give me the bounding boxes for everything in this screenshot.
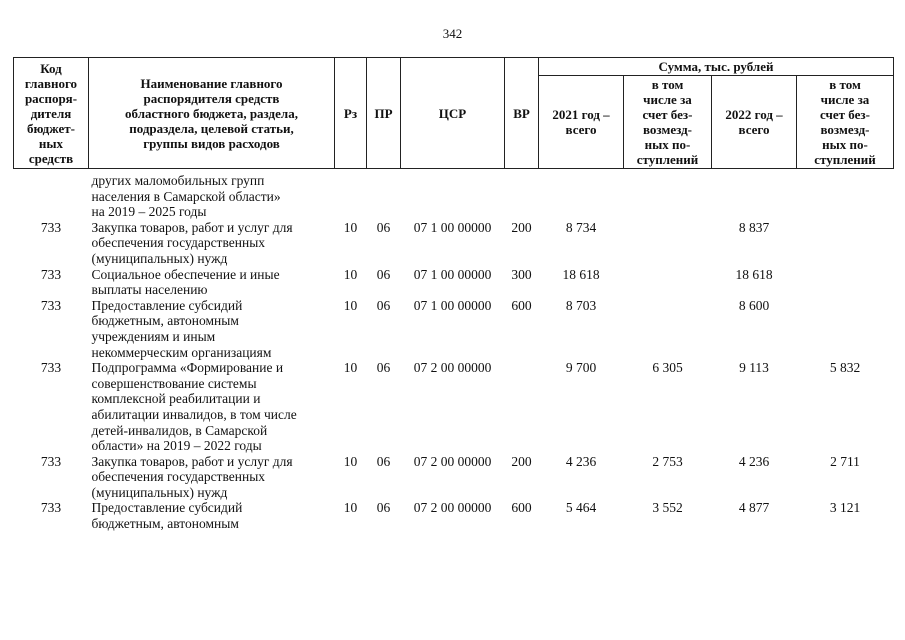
cell-f2022 bbox=[797, 220, 894, 267]
cell-csr bbox=[401, 169, 505, 220]
cell-vr: 600 bbox=[511, 500, 532, 516]
cell-rz: 10 bbox=[343, 219, 358, 235]
cell-code: 733 bbox=[40, 266, 62, 282]
cell-pr: 06 bbox=[376, 453, 391, 469]
cell-s2021: 18 618 bbox=[562, 266, 600, 282]
cell-pr: 06 bbox=[376, 297, 391, 313]
cell-pr bbox=[367, 169, 401, 220]
header-rz: Рз bbox=[335, 58, 367, 169]
cell-pr: 06 bbox=[376, 266, 391, 282]
cell-name: Предоставление субсидий бюджетным, автономным bbox=[91, 500, 243, 532]
cell-code: 733 bbox=[40, 219, 62, 235]
cell-f2022: 3 121 bbox=[829, 500, 861, 516]
header-sum: Сумма, тыс. рублей bbox=[539, 58, 894, 76]
cell-name: Социальное обеспечение и иные выплаты населению bbox=[91, 266, 280, 298]
cell-rz: 10 bbox=[343, 360, 358, 376]
table-row bbox=[14, 267, 894, 298]
cell-vr bbox=[505, 169, 539, 220]
cell-pr: 06 bbox=[376, 500, 391, 516]
table-row bbox=[14, 298, 894, 360]
cell-csr: 07 2 00 00000 bbox=[413, 453, 492, 469]
cell-f2021 bbox=[624, 169, 712, 220]
cell-pr: 06 bbox=[376, 360, 391, 376]
cell-rz bbox=[335, 169, 367, 220]
cell-s2022 bbox=[712, 169, 797, 220]
cell-f2021 bbox=[624, 298, 712, 360]
cell-s2021 bbox=[539, 169, 624, 220]
cell-s2021: 5 464 bbox=[565, 500, 597, 516]
cell-code bbox=[14, 169, 89, 220]
cell-f2021 bbox=[624, 267, 712, 298]
cell-vr: 200 bbox=[511, 219, 532, 235]
header-2021-free: в том числе за счет без- возмезд- ных по- ступлений bbox=[624, 76, 712, 169]
cell-csr: 07 1 00 00000 bbox=[413, 266, 492, 282]
cell-f2022 bbox=[797, 298, 894, 360]
table-body bbox=[14, 169, 894, 532]
header-vr: ВР bbox=[505, 58, 539, 169]
header-name: Наименование главного распорядителя средств областного бюджета, раздела, подраздела, целевой статьи, группы видов расходов bbox=[89, 58, 335, 169]
table-row bbox=[14, 169, 894, 220]
cell-csr: 07 1 00 00000 bbox=[413, 219, 492, 235]
header-pr: ПР bbox=[367, 58, 401, 169]
cell-s2022: 4 236 bbox=[738, 453, 770, 469]
budget-table bbox=[13, 57, 894, 532]
cell-f2022 bbox=[797, 267, 894, 298]
header-code: Код главного распоря- дителя бюджет- ных средств bbox=[14, 58, 89, 169]
cell-rz: 10 bbox=[343, 500, 358, 516]
table-row bbox=[14, 220, 894, 267]
cell-code: 733 bbox=[40, 360, 62, 376]
cell-vr: 600 bbox=[511, 297, 532, 313]
cell-csr: 07 2 00 00000 bbox=[413, 360, 492, 376]
cell-rz: 10 bbox=[343, 297, 358, 313]
cell-s2021: 4 236 bbox=[565, 453, 597, 469]
cell-rz: 10 bbox=[343, 453, 358, 469]
cell-s2021: 8 734 bbox=[565, 219, 597, 235]
cell-f2022: 2 711 bbox=[830, 453, 860, 469]
cell-name: Закупка товаров, работ и услуг для обеспечения государственных (муниципальных) нужд bbox=[91, 219, 293, 266]
cell-f2021 bbox=[624, 220, 712, 267]
cell-f2022: 5 832 bbox=[829, 360, 861, 376]
cell-name: Подпрограмма «Формирование и совершенствование системы комплексной реабилитации и абилитации инвалидов, в том числе детей-инвалидов, в Самарской области» на 2019 – 2022 годы bbox=[91, 360, 297, 454]
cell-rz: 10 bbox=[343, 266, 358, 282]
cell-csr: 07 2 00 00000 bbox=[413, 500, 492, 516]
cell-f2021: 6 305 bbox=[652, 360, 683, 376]
cell-code: 733 bbox=[40, 500, 62, 516]
header-2022-free: в том числе за счет без- возмезд- ных по- ступлений bbox=[797, 76, 894, 169]
cell-name: Закупка товаров, работ и услуг для обеспечения государственных (муниципальных) нужд bbox=[91, 453, 293, 500]
table-row bbox=[14, 454, 894, 501]
cell-f2022 bbox=[797, 169, 894, 220]
cell-s2022: 8 600 bbox=[738, 297, 770, 313]
cell-s2022: 8 837 bbox=[738, 219, 770, 235]
cell-code: 733 bbox=[40, 297, 62, 313]
cell-s2022: 4 877 bbox=[738, 500, 770, 516]
cell-s2021: 8 703 bbox=[565, 297, 597, 313]
cell-name: других маломобильных групп населения в Самарской области» на 2019 – 2025 годы bbox=[91, 173, 281, 220]
table-row bbox=[14, 360, 894, 454]
cell-vr bbox=[505, 360, 539, 454]
cell-csr: 07 1 00 00000 bbox=[413, 297, 492, 313]
cell-vr: 300 bbox=[511, 266, 532, 282]
cell-vr: 200 bbox=[511, 453, 532, 469]
cell-s2021: 9 700 bbox=[565, 360, 597, 376]
header-2021-total: 2021 год – всего bbox=[539, 76, 624, 169]
cell-name: Предоставление субсидий бюджетным, автономным учреждениям и иным некоммерческим организациям bbox=[91, 297, 272, 360]
header-csr: ЦСР bbox=[401, 58, 505, 169]
cell-f2021: 3 552 bbox=[652, 500, 683, 516]
header-2022-total: 2022 год – всего bbox=[712, 76, 797, 169]
cell-pr: 06 bbox=[376, 219, 391, 235]
page-number: 342 bbox=[442, 26, 463, 41]
cell-s2022: 18 618 bbox=[735, 266, 773, 282]
table-header bbox=[14, 58, 894, 169]
table-row bbox=[14, 500, 894, 531]
cell-s2022: 9 113 bbox=[739, 360, 769, 376]
cell-code: 733 bbox=[40, 453, 62, 469]
cell-f2021: 2 753 bbox=[652, 453, 683, 469]
